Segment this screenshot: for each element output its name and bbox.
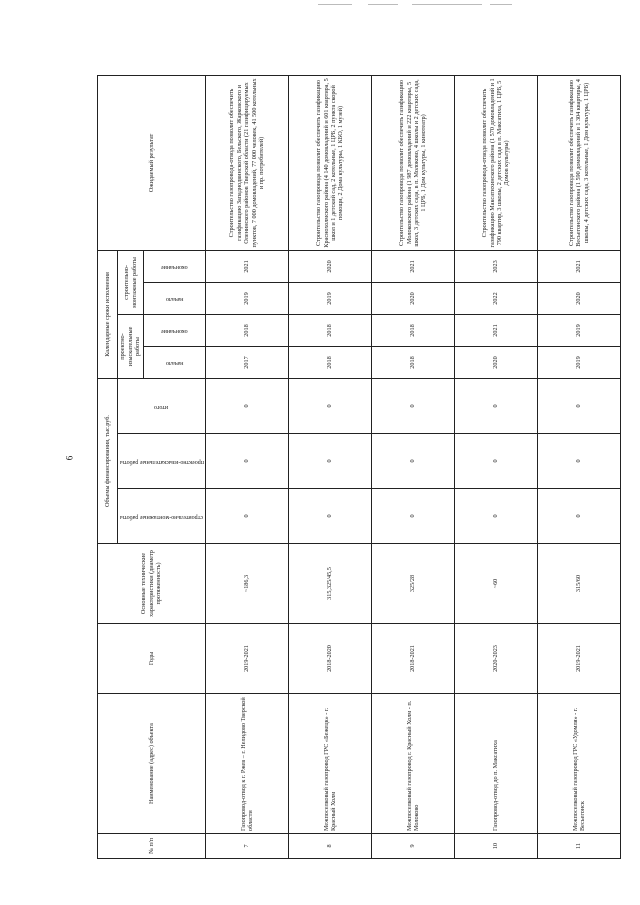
row-construction-end: 2021 [538, 250, 621, 282]
scan-mark [368, 4, 398, 5]
table-row [372, 75, 455, 858]
row-funding-total: 0 [538, 379, 621, 434]
row-design-start: 2018 [372, 347, 455, 379]
projects-table [97, 75, 621, 859]
header-construction-start: начало [144, 283, 206, 315]
table-row [206, 75, 289, 858]
row-years: 2018-2020 [289, 624, 372, 694]
row-specs: ~186,3 [206, 544, 289, 624]
table-row [455, 75, 538, 858]
header-design-end: окончание [144, 315, 206, 347]
row-funding-pir: 0 [206, 434, 289, 489]
header-name: Наименование (адрес) объекта [98, 694, 206, 834]
row-design-start: 2019 [538, 347, 621, 379]
row-years: 2019-2021 [206, 624, 289, 694]
row-construction-start: 2020 [538, 283, 621, 315]
row-design-end: 2018 [206, 315, 289, 347]
row-result: Строительство газопровода позволит обеспечить газификацию Весьегонского района (1 590 домовладений и 1 304 квартиры, 4 школы, 4 детских сада, 3 котельные, 1 Дом культуры, 1 ЦРБ) [538, 75, 621, 250]
header-design-works: проектно-изыскательные работы [118, 315, 144, 379]
header-years: Годы [98, 624, 206, 694]
row-name: Межпоселковый газопровод ГРС «Удомля» - г. Весьегонск [538, 694, 621, 834]
row-funding-smr: 0 [372, 489, 455, 544]
row-num: 11 [538, 834, 621, 859]
row-design-end: 2018 [289, 315, 372, 347]
header-num: № п/п [98, 834, 206, 859]
row-specs: 315,325/45,5 [289, 544, 372, 624]
row-funding-total: 0 [372, 379, 455, 434]
header-specs: Основные технические характеристики (диаметр протяженность) [98, 544, 206, 624]
header-funding-smr: строительно-монтажные работы [118, 489, 206, 544]
header-schedule: Календарные сроки исполнения [98, 250, 118, 378]
row-result: Строительство газопровода позволит обеспечить газификацию Молоковского района (1 987 домовладений и 222 квартиры, 5 школ, 3 детских сада, в п. Молоково, 4 школы и 2 детских сада, 1 ЦРБ, 1 Дом культуры, 1 кинотеатр) [372, 75, 455, 250]
row-num: 7 [206, 834, 289, 859]
row-funding-total: 0 [206, 379, 289, 434]
row-construction-end: 2021 [206, 250, 289, 282]
header-construction-end: окончание [144, 250, 206, 282]
page-number: 6 [64, 455, 75, 461]
row-design-start: 2020 [455, 347, 538, 379]
row-construction-start: 2019 [289, 283, 372, 315]
table-row [289, 75, 372, 858]
row-design-end: 2018 [372, 315, 455, 347]
row-construction-start: 2020 [372, 283, 455, 315]
row-years: 2020-2023 [455, 624, 538, 694]
row-result: Строительство газопровода позволит обеспечить газификацию Краснохолмского района (4 140 домовладений и 601 квартира, 5 школ и 1 детский сад, 2 котельные, 1 ЦРБ, 2 пункта скорой помощи, 2 Дома культуры, 1 КБО, 1 музей) [289, 75, 372, 250]
row-construction-end: 2021 [372, 250, 455, 282]
row-design-start: 2018 [289, 347, 372, 379]
row-construction-start: 2019 [206, 283, 289, 315]
row-funding-pir: 0 [372, 434, 455, 489]
row-construction-end: 2023 [455, 250, 538, 282]
row-funding-smr: 0 [289, 489, 372, 544]
row-specs: 325/28 [372, 544, 455, 624]
row-num: 8 [289, 834, 372, 859]
row-funding-smr: 0 [538, 489, 621, 544]
header-funding: Объемы финансирования, тыс.руб. [98, 379, 118, 544]
row-design-end: 2019 [538, 315, 621, 347]
row-specs: ~60 [455, 544, 538, 624]
row-name: Межпоселковый газопровод г. Красный Холм - п. Молоково [372, 694, 455, 834]
row-funding-pir: 0 [289, 434, 372, 489]
row-years: 2019-2021 [538, 624, 621, 694]
row-name: Газопровод-отвод к г. Ржев – г. Нелидово Тверской области [206, 694, 289, 834]
scan-mark [318, 4, 352, 5]
scan-mark [412, 4, 482, 5]
row-result: Строительство газопровода-отвода позволит обеспечить газификацию Максатихинского района (1 570 домовладений и 1 790 квартир, 3 школы, 2 детских сада в п. Максатиха, 1 ЦРБ, 5 Домов культуры) [455, 75, 538, 250]
row-name: Межпоселковый газопровод ГРС «Бежецк» - г. Красный Холм [289, 694, 372, 834]
row-num: 10 [455, 834, 538, 859]
row-specs: 315/60 [538, 544, 621, 624]
row-construction-end: 2020 [289, 250, 372, 282]
row-funding-smr: 0 [206, 489, 289, 544]
row-funding-total: 0 [289, 379, 372, 434]
table-row [538, 75, 621, 858]
header-funding-pir: проектно-изыскательные работы [118, 434, 206, 489]
row-funding-total: 0 [455, 379, 538, 434]
header-construction-works: строительно-монтажные работы [118, 250, 144, 314]
row-years: 2018-2021 [372, 624, 455, 694]
row-result: Строительство газопровода-отвода позволит обеспечить газификацию Западнодвинского, Бельского, Жарковского и Оленинского районов Тверской области (21 газифицируемых пунктов, 7 000 домовладений, 77 000 человек, 41 500 котельных и пр. потребителей) [206, 75, 289, 250]
header-result: Ожидаемый результат [98, 75, 206, 250]
row-funding-pir: 0 [455, 434, 538, 489]
row-construction-start: 2022 [455, 283, 538, 315]
row-num: 9 [372, 834, 455, 859]
row-name: Газопровод-отвод до п. Максатиха [455, 694, 538, 834]
header-design-start: начало [144, 347, 206, 379]
row-design-start: 2017 [206, 347, 289, 379]
row-design-end: 2021 [455, 315, 538, 347]
row-funding-smr: 0 [455, 489, 538, 544]
scan-mark [490, 4, 512, 5]
rotated-table-wrapper [97, 76, 620, 859]
header-funding-total: итого [118, 379, 206, 434]
row-funding-pir: 0 [538, 434, 621, 489]
